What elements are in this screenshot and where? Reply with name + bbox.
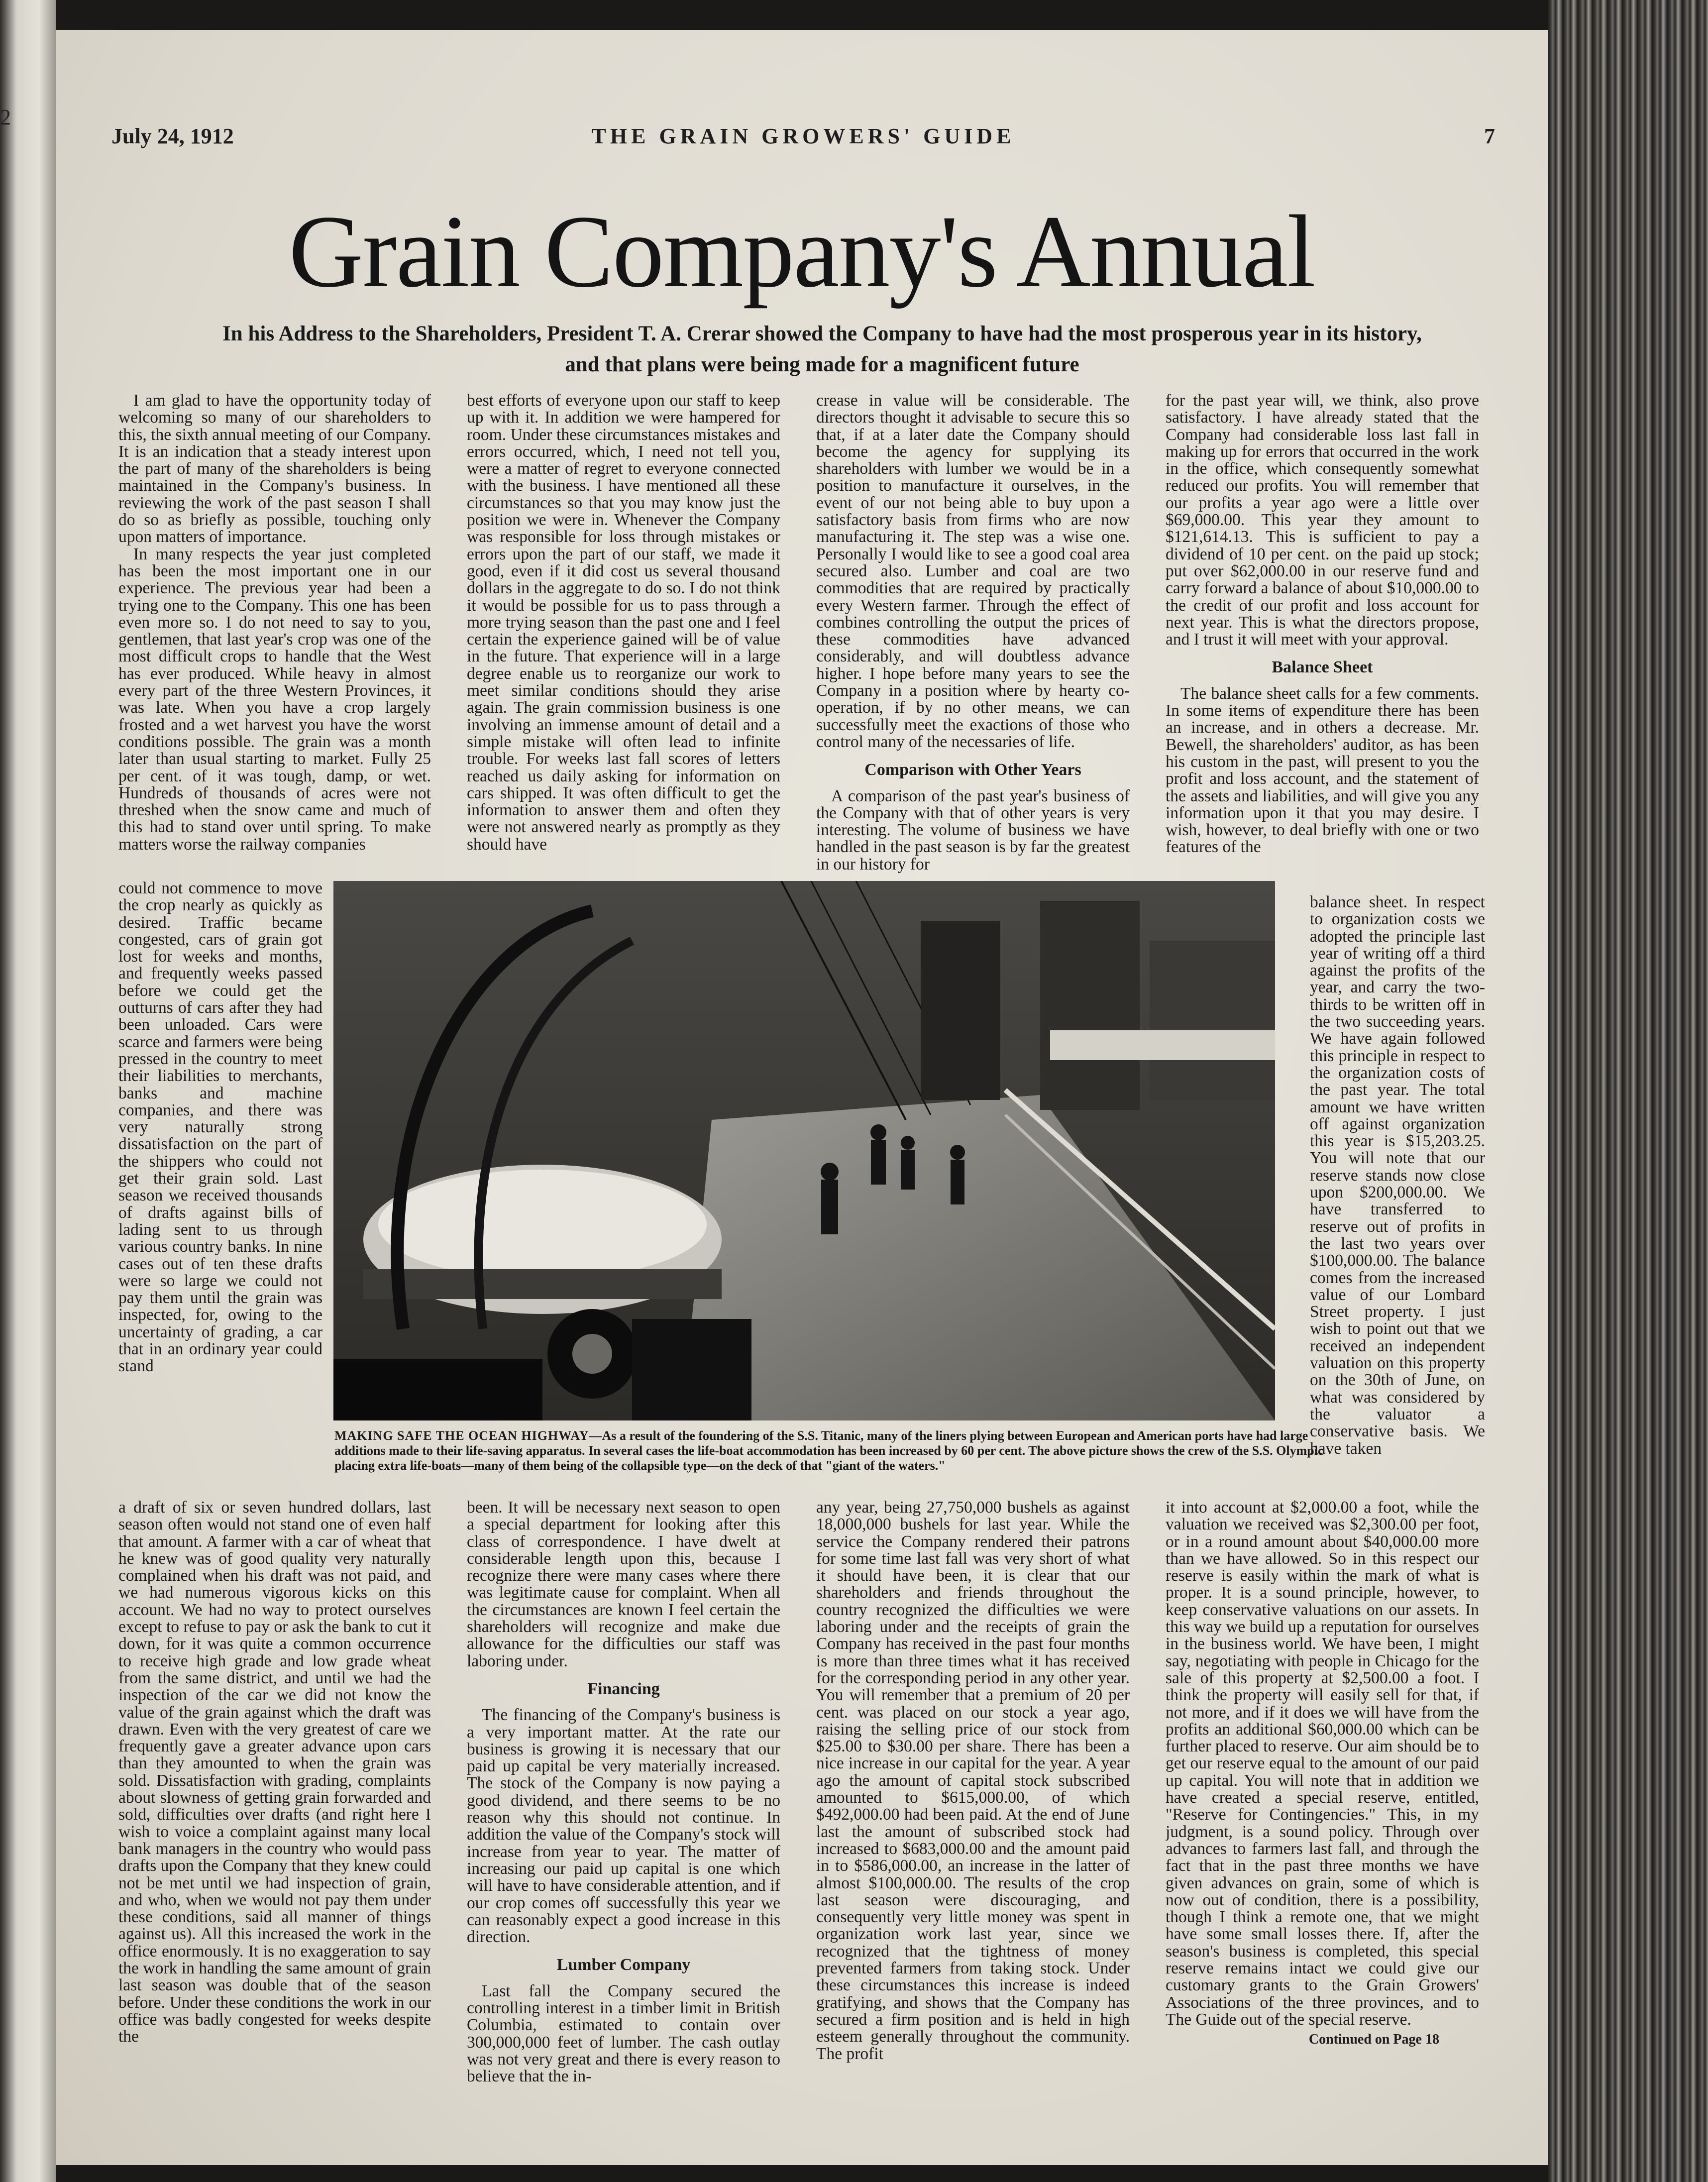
paragraph: any year, being 27,750,000 bushels as against 18,000,000 bushels for last year. While the service the Company rendered their patrons for some time last fall was very short of what it should have been, it is clear that our shareholders and friends throughout the country recognized the difficulties we were laboring under and the receipts of grain the Company has received in the past four months is more than three times what it has received for the corresponding period in any other year. You will remember that a premium of 20 per cent. was placed on our stock a year ago, raising the selling price of our stock from $25.00 to $30.00 per share. There has been a nice increase in our capital for the year. A year ago the amount of capital stock subscribed amounted to $615,000.00, of which $492,000.00 had been paid. At the end of June last the amount of subscribed stock had increased to $683,000.00 and the amount paid in to $586,000.00, an increase in the latter of almost $100,000.00. The results of the crop last season were discouraging, and consequently very little money was spent in organization work last year, since we recognized that the tightness of money prevented farmers from taking stock. Under these circumstances this increase is indeed gratifying, and shows that the Company has secured a firm position and is held in high esteem generally throughout the community. The profit <box>816 1499 1130 2063</box>
running-header <box>111 123 1495 153</box>
column-4-bottom <box>1166 1499 1479 2146</box>
issue-date: July 24, 1912 <box>111 124 234 148</box>
article-headline: Grain Company's Annual <box>289 194 1315 309</box>
section-heading-comparison: Comparison with Other Years <box>864 761 1081 779</box>
column-4-narrow <box>1310 894 1485 1499</box>
adjacent-page-edge <box>0 0 56 2182</box>
paragraph: a draft of six or seven hundred dollars, last season often would not stand one of even half that amount. A farmer with a car of wheat that he knew was of good quality very naturally complained when his draft was not paid, and we had numerous vigorous kicks on this account. We had no way to protect ourselves except to refuse to pay or ask the bank to cut it down, for it was quite a common occurrence to receive high grade and low grade wheat from the same district, and until we had the inspection of the car we did not know the value of the grain against which the draft was drawn. Even with the very greatest of care we frequently gave a greater advance upon cars than they amounted to when the grain was sold. Dissatisfaction with grading, complaints about slowness of getting grain forwarded and sold, difficulties over drafts (and right here I wish to voice a complaint against many local bank managers in the country who would pass drafts upon the Company that they knew could not be met until we had inspection of grain, and who, when we would not pay them under these conditions, said all manner of things against us). All this increased the work in the office enormously. It is no exaggeration to say the work in handling the same amount of grain last season was double that of the season before. Under these conditions the work in our office was badly congested for weeks despite the <box>118 1499 431 2046</box>
column-1-top <box>118 392 431 880</box>
paragraph: for the past year will, we think, also prove satisfactory. I have already stated that the Company had considerable loss last fall in making up for errors that occurred in the work in the office, which consequently somewhat reduced our profits. You will remember that our profits a year ago were a little over $69,000.00. This year they amount to $121,614.13. This is sufficient to pay a dividend of 10 per cent. on the paid up stock; put over $62,000.00 in our reserve fund and carry forward a balance of about $10,000.00 to the credit of our profit and loss account for next year. This is what the directors propose, and I trust it will meet with your approval. <box>1166 392 1479 649</box>
section-heading-balance-sheet: Balance Sheet <box>1272 658 1373 677</box>
caption-text: —As a result of the foundering of the S.S. Titanic, many of the liners plying between European and American ports have had large additions made to their life-saving apparatus. In several cases the life-boat accommodation has been increased by 60 per cent. The above picture shows the crew of the S.S. Olympic placing extra life-boats—many of them being of the collapsible type—on the deck of that "giant of the waters." <box>334 1428 1324 1473</box>
adjacent-page-number: 2 <box>0 105 11 129</box>
paragraph: could not commence to move the crop nearly as quickly as desired. Traffic became congested, cars of grain got lost for weeks and months, and frequently weeks passed before we could get the outturns of cars after they had been unloaded. Cars were scarce and farmers were being pressed in the country to meet their liabilities to merchants, banks and machine companies, and there was very naturally strong dissatisfaction on the part of the shippers who could not get their grain sold. Last season we received thousands of drafts against bills of lading sent to us through various country banks. In nine cases out of ten these drafts were so large we could not pay them until the grain was inspected, for, owing to the uncertainty of grading, a car that in an ordinary year could stand <box>118 880 322 1376</box>
caption-lead: MAKING SAFE THE OCEAN HIGHWAY <box>334 1428 589 1443</box>
photo-illustration <box>333 881 1275 1420</box>
paragraph: it into account at $2,000.00 a foot, while the valuation we received was $2,300.00 per foot, or in a round amount about $40,000.00 more than we have allowed. So in this respect our reserve is easily within the mark of what is proper. It is a sound principle, however, to keep conservative valuations on our assets. In this way we build up a reputation for ourselves in the business world. We have been, I might say, negotiating with people in Chicago for the sale of this property at $2,500.00 a foot. I think the property will easily sell for that, if not more, and if it does we will have from the profits an additional $60,000.00 which can be further placed to reserve. Our aim should be to get our reserve equal to the amount of our paid up capital. You will note that in addition we have created a special reserve, entitled, "Reserve for Contingencies." This, in my judgment, is a sound policy. Through over advances to farmers last fall, and through the fact that in the past three months we have given advances on grain, some of which is now out of condition, there is a possibility, though I think a remote one, that we might have some small losses there. If, after the season's business is completed, this special reserve remains intact we could give our customary grants to the Grain Growers' Associations of the three provinces, and to The Guide out of the special reserve. <box>1166 1499 1479 2029</box>
column-2-top <box>467 392 780 880</box>
paragraph: The balance sheet calls for a few comments. In some items of expenditure there has been an increase, and in others a decrease. Mr. Bewell, the shareholders' auditor, as has been his custom in the past, will present to you the profit and loss account, and the statement of the assets and liabilities, and will give you any information upon it that you may desire. I wish, however, to deal briefly with one or two features of the <box>1166 684 1479 857</box>
paragraph: crease in value will be considerable. The directors thought it advisable to secure this so that, if at a later date the Company should become the agency for supplying its shareholders with lumber we would be in a position to manufacture it ourselves, in the event of our not being able to buy upon a satisfactory basis from firms who are now manufacturing it. The step was a wise one. Personally I would like to see a good coal area secured also. Lumber and coal are two commodities that are required by practically every Western farmer. Through the effect of combines controlling the output the prices of these commodities have advanced considerably, and will doubtless advance higher. I hope before many years to see the Company in a position where by hearty co-operation, if by no other means, we can successfully meet the exactions of those who control many of the necessaries of life. <box>816 392 1130 751</box>
paragraph: In many respects the year just completed has been the most important one in our experience. The previous year had been a trying one to the Company. This one has been even more so. I do not need to say to you, gentlemen, that last year's crop was one of the most difficult crops to handle that the West has ever produced. While heavy in almost every part of the three Western Provinces, it was late. When you have a crop largely frosted and a wet harvest you have the worst conditions possible. The grain was a month later than usual starting to market. Fully 25 per cent. of it was tough, damp, or wet. Hundreds of thousands of acres were not threshed when the snow came and much of this had to stand over until spring. To make matters worse the railway companies <box>118 545 431 854</box>
column-2-bottom <box>467 1499 780 2141</box>
publication-name: THE GRAIN GROWERS' GUIDE <box>591 124 1015 148</box>
book-binding-edge <box>1548 0 1708 2182</box>
section-heading-financing: Financing <box>587 1679 660 1698</box>
paragraph: The financing of the Company's business is a very important matter. At the rate our business is growing it is necessary that our paid up capital be very materially increased. The stock of the Company is now paying a good dividend, and there seems to be no reason why this should not continue. In addition the value of the Company's stock will increase from year to year. The matter of increasing our paid up capital is one which will have to have considerable attention, and if our crop comes off successfully this year we can reasonably expect a good increase in this direction. <box>467 1706 780 1947</box>
paragraph: Last fall the Company secured the controlling interest in a timber limit in British Columbia, estimated to contain over 300,000,000 feet of lumber. The cash outlay was not very great and there is every reason to believe that the in- <box>467 1981 780 2086</box>
ship-deck-photograph <box>333 881 1275 1420</box>
page-number: 7 <box>1484 124 1495 148</box>
column-3-top <box>816 392 1130 880</box>
paragraph: been. It will be necessary next season to open a special department for looking after this class of correspondence. I have dwelt at considerable length upon this, because I recognize there were many cases where there was legitimate cause for complaint. When all the circumstances are known I feel certain the shareholders will recognize and make due allowance for the difficulties our staff was laboring under. <box>467 1499 780 1670</box>
section-heading-lumber: Lumber Company <box>556 1956 691 1974</box>
article-deck: In his Address to the Shareholders, President T. A. Crerar showed the Company to have had the most prosperous year in its history, and that plans were being made for a magnificent future <box>222 322 1422 376</box>
column-4-top <box>1166 392 1479 894</box>
column-1-bottom <box>118 1499 431 2141</box>
column-3-bottom <box>816 1499 1130 2141</box>
photo-caption <box>334 1428 1330 1473</box>
column-1-narrow <box>118 880 322 1499</box>
paragraph: I am glad to have the opportunity today of welcoming so many of our shareholders to this, the sixth annual meeting of our Company. It is an indication that a steady interest upon the part of many of the shareholders is being maintained in the Company's business. In reviewing the work of the past season I shall do so as briefly as possible, touching only upon matters of importance. <box>118 392 431 546</box>
newspaper-page <box>56 30 1548 2165</box>
paragraph: A comparison of the past year's business of the Company with that of other years is very interesting. The volume of business we have handled in the past season is by far the greatest in our history for <box>816 786 1130 873</box>
paragraph: balance sheet. In respect to organization costs we adopted the principle last year of writing off a third against the profits of the year, and carry the two-thirds to be written off in the two succeeding years. We have again followed this principle in respect to the organization costs of the past year. The total amount we have written off against organization this year is $15,203.25. You will note that our reserve stands now close upon $200,000.00. We have transferred to reserve out of profits in the last two years over $100,000.00. The balance comes from the increased value of our Lombard Street property. I just wish to point out that we received an independent valuation on this property on the 30th of June, on what was considered by the valuator a conservative basis. We have taken <box>1310 894 1485 1458</box>
continued-notice: Continued on Page 18 <box>1308 2032 1439 2048</box>
paragraph: best efforts of everyone upon our staff to keep up with it. In addition we were hampered for room. Under these circumstances mistakes and errors occurred, which, I need not tell you, were a matter of regret to everyone connected with the business. I have mentioned all these circumstances so that you may know just the position we were in. Whenever the Company was responsible for loss through mistakes or errors upon the part of our staff, we made it good, even if it did cost us several thousand dollars in the aggregate to do so. I do not think it would be possible for us to pass through a more trying season than the past one and I feel certain the experience gained will be of value in the future. That experience will in a large degree enable us to reorganize our work to meet similar conditions should they arise again. The grain commission business is one involving an immense amount of detail and a simple mistake will often lead to infinite trouble. For weeks last fall scores of letters reached us daily asking for information on cars shipped. It was often difficult to get the information to answer them and often they were not answered nearly as promptly as they should have <box>467 392 780 854</box>
